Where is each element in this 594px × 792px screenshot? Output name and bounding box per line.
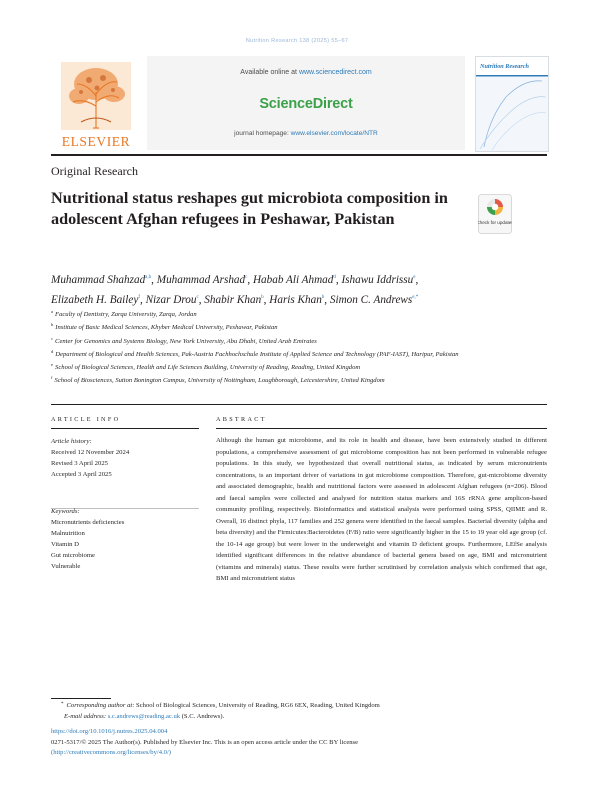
copyright-line: 0271-5317/© 2025 The Author(s). Published by Elsevier Inc. This is an open access article under the CC BY license bbox=[51, 738, 359, 746]
journal-header bbox=[51, 56, 547, 152]
author-affil-mark[interactable]: c bbox=[196, 295, 199, 300]
article-history bbox=[51, 436, 201, 480]
author-affil-mark[interactable]: d bbox=[333, 275, 336, 280]
affiliation-text: Department of Biological and Health Sciences, Pak-Austria Fachhochschule Institute of Applied Science and Technology (PAF-IAST), Haripur, Pakistan bbox=[55, 350, 459, 358]
corresponding-author-footnote bbox=[51, 699, 547, 722]
affiliation-text: School of Biosciences, Sutton Bonington Campus, University of Nottingham, Loughborough, Leicestershire, United Kingdom bbox=[54, 377, 385, 385]
author[interactable] bbox=[330, 294, 418, 306]
article-info-rule bbox=[51, 428, 199, 429]
email-suffix: (S.C. Andrews). bbox=[180, 713, 225, 720]
author[interactable] bbox=[341, 274, 415, 286]
affiliation-text: School of Biological Sciences, Health and Life Sciences Building, University of Reading, Reading, United Kingdom bbox=[55, 364, 361, 372]
affiliation-mark: f bbox=[51, 375, 53, 381]
journal-cover[interactable] bbox=[475, 56, 549, 152]
author-name: Habab Ali Ahmad bbox=[252, 274, 334, 286]
keyword: Malnutrition bbox=[51, 530, 85, 537]
accepted-date: Accepted 3 April 2025 bbox=[51, 471, 112, 478]
email-label: E-mail address: bbox=[64, 713, 107, 720]
elsevier-logo[interactable] bbox=[51, 58, 141, 150]
affiliation-mark: a bbox=[51, 309, 54, 314]
author-name: Haris Khan bbox=[269, 294, 322, 306]
keyword: Gut microbiome bbox=[51, 552, 96, 559]
author-name: Muhammad Arshad bbox=[156, 274, 246, 286]
author-affil-mark[interactable]: e,* bbox=[412, 295, 419, 300]
abstract-heading: ABSTRACT bbox=[216, 416, 267, 423]
author-affil-mark[interactable]: c bbox=[245, 275, 248, 280]
email-line bbox=[51, 711, 547, 722]
keywords-label: Keywords: bbox=[51, 508, 80, 515]
corresponding-address: School of Biological Sciences, University of Reading, RG6 6EX, Reading, United Kingdom bbox=[134, 702, 380, 709]
keywords-block bbox=[51, 506, 201, 572]
author-name: Simon C. Andrews bbox=[329, 294, 413, 306]
journal-homepage bbox=[147, 130, 465, 137]
keyword: Micronutrients deficiencies bbox=[51, 519, 125, 526]
author[interactable] bbox=[51, 274, 151, 286]
author[interactable] bbox=[146, 294, 199, 306]
abstract-rule bbox=[216, 428, 547, 429]
author[interactable] bbox=[204, 294, 263, 306]
footnote-mark: * bbox=[61, 702, 64, 707]
keyword: Vulnerable bbox=[51, 563, 81, 570]
section-rule bbox=[51, 404, 547, 405]
affiliation-mark: d bbox=[51, 348, 54, 354]
author-name: Shabir Khan bbox=[204, 294, 262, 306]
crossmark-label: Check for updates bbox=[478, 220, 512, 225]
revised-date: Revised 3 April 2025 bbox=[51, 460, 109, 467]
crossmark-badge[interactable] bbox=[478, 194, 512, 234]
sciencedirect-logo[interactable]: ScienceDirect bbox=[259, 96, 353, 112]
affiliation bbox=[51, 320, 551, 333]
author[interactable] bbox=[157, 274, 248, 286]
author-name: Nizar Drou bbox=[145, 294, 197, 306]
journal-cover-image bbox=[476, 57, 548, 151]
author[interactable] bbox=[253, 274, 336, 286]
corresponding-line bbox=[51, 699, 547, 711]
affiliation-mark: b bbox=[51, 322, 54, 328]
sciencedirect-link[interactable]: www.sciencedirect.com bbox=[298, 69, 372, 76]
author[interactable] bbox=[51, 294, 140, 306]
check-for-updates-icon bbox=[478, 194, 512, 234]
author-affil-mark[interactable]: b bbox=[321, 295, 325, 300]
affiliation bbox=[51, 307, 551, 320]
doi-link[interactable]: https://doi.org/10.1016/j.nutres.2025.04.004 bbox=[51, 728, 168, 735]
elsevier-tree-icon bbox=[61, 62, 131, 130]
email-link[interactable]: s.c.andrews@reading.ac.uk bbox=[107, 713, 181, 720]
article-info-heading: ARTICLE INFO bbox=[51, 416, 121, 423]
author-list: Muhammad Shahzad$^{a,b}$, Muhammad Arshad$^c$, Habab Ali Ahmad$^d$, Ishawu Iddrissu$^e$, Elizabeth H. Bailey$^f$, Nizar Drou$^c$, Shabir Khan$^b$, Haris Khan$^b$, Simon C. Andrews$^{e,*}$ bbox=[51, 274, 419, 306]
affiliation bbox=[51, 373, 551, 386]
received-date: Received 12 November 2024 bbox=[51, 449, 130, 456]
license-link[interactable]: (http://creativecommons.org/licenses/by/4.0/) bbox=[51, 749, 172, 756]
author-name: Ishawu Iddrissu bbox=[341, 274, 414, 286]
header-rule bbox=[51, 154, 547, 156]
author-affil-mark[interactable]: e bbox=[413, 275, 416, 280]
keyword: Vitamin D bbox=[51, 541, 80, 548]
publisher-name: ELSEVIER bbox=[61, 134, 131, 149]
corresponding-label: Corresponding author at: bbox=[66, 702, 135, 709]
abstract-text: Although the human gut microbiome, and its role in health and disease, have been extensively studied in different populations, a comprehensive assessment of gut microbiome composition has not been performed in vulnerable refugee populations. In this study, we hypothesized that overall nutritional status, as indicated by serum micronutrients concentrations, is an important driver of variations in gut microbiome composition. Therefore, gut-microbiome diversity and associated demographic, health and nutritional factors were assessed in adolescent Afghan refugees (n=206). Blood and faecal samples were collected and analysed for nutrition status markers and 16S rRNA gene amplicon-based community profiling, respectively. Bioinformatics and statistical analysis were performed using SPSS, QIIME and R. Overall, 16 distinct phyla, 117 families and 252 genera were identified in the faecal samples. Bacterial diversity (alpha and beta diversity) and the Firmicutes:Bacteroidetes (F/B) ratio were significantly higher in the 15 to 19 year old age group (cf. the 10-14 age group) but were lower in the underweight and vitamin D deficient groups. Furthermore, LEfSe analysis identified significant differences in the relative abundance of bacterial genera based on age, BMI and micronutrient (vitamins and minerals) status. These results were further scrutinised by correlation analysis which confirmed that age, BMI and micronutrient status bbox=[216, 437, 547, 582]
cover-title: Nutrition Research bbox=[480, 63, 529, 70]
affiliation bbox=[51, 360, 551, 373]
author-affil-mark[interactable]: f bbox=[138, 295, 140, 300]
author-name: Elizabeth H. Bailey bbox=[51, 294, 139, 306]
affiliation-text: Faculty of Dentistry, Zarqa University, Zarqa, Jordan bbox=[55, 311, 197, 318]
affiliation-text: Institute of Basic Medical Sciences, Khyber Medical University, Peshawar, Pakistan bbox=[55, 324, 278, 332]
author[interactable] bbox=[269, 294, 324, 306]
available-online bbox=[147, 69, 465, 76]
affiliation-text: Center for Genomics and Systems Biology, New York University, Abu Dhabi, United Arab Emirates bbox=[55, 337, 317, 345]
article-title: Nutritional status reshapes gut microbiota composition in adolescent Afghan refugees in Peshawar, Pakistan bbox=[51, 189, 448, 228]
article-type: Original Research bbox=[51, 164, 138, 178]
affiliation bbox=[51, 334, 551, 347]
affiliation-mark: e bbox=[51, 362, 54, 368]
homepage-prefix: journal homepage: bbox=[234, 130, 291, 137]
author-affil-mark[interactable]: b bbox=[261, 295, 264, 300]
author-affil-mark[interactable]: a,b bbox=[145, 275, 152, 280]
journal-citation[interactable]: Nutrition Research 138 (2025) 55–67 bbox=[245, 38, 349, 44]
affiliation-mark: c bbox=[51, 335, 54, 341]
doi-block bbox=[51, 727, 547, 759]
affiliation-list bbox=[51, 307, 551, 387]
homepage-link[interactable]: www.elsevier.com/locate/NTR bbox=[290, 130, 378, 137]
available-prefix: Available online at bbox=[240, 69, 299, 76]
author-name: Muhammad Shahzad bbox=[51, 274, 146, 286]
history-label: Article history: bbox=[51, 438, 92, 445]
sciencedirect-banner bbox=[147, 56, 465, 150]
affiliation bbox=[51, 347, 551, 360]
